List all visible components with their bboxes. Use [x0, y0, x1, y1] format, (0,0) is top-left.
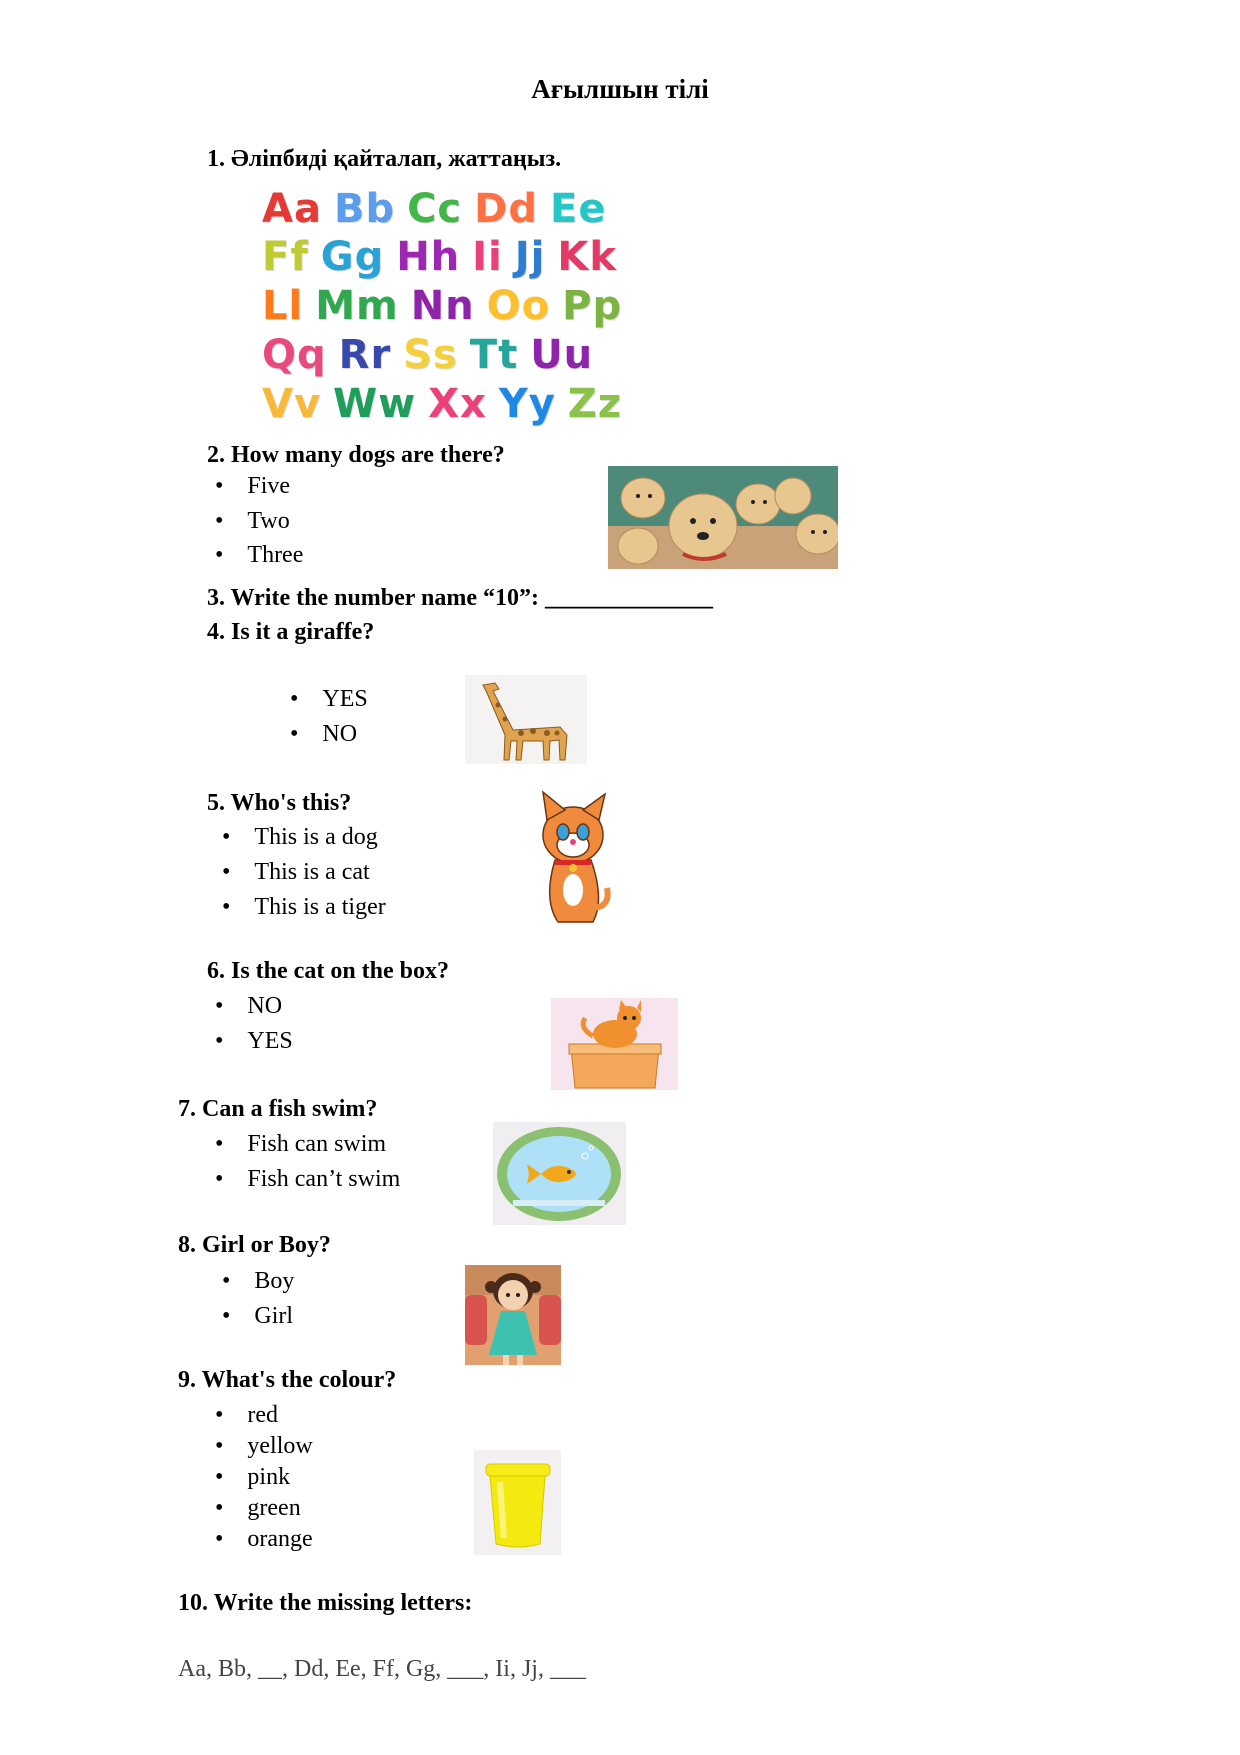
- option-item[interactable]: [215, 1495, 301, 1522]
- alphabet-letter: Uu: [530, 332, 594, 378]
- option-item[interactable]: [215, 1166, 400, 1193]
- alphabet-letter: Xx: [428, 381, 487, 427]
- question-1: 1. Әліпбиді қайталап, жаттаңыз.: [207, 146, 562, 172]
- alphabet-letter: Hh: [396, 234, 461, 280]
- option-label: This is a dog: [254, 824, 378, 850]
- alphabet-letter: Ff: [262, 234, 309, 280]
- option-label: NO: [247, 993, 283, 1019]
- bullet: •: [215, 508, 224, 534]
- alphabet-row: [262, 234, 629, 280]
- bullet: •: [215, 1166, 224, 1192]
- bullet: •: [222, 894, 231, 920]
- option-item[interactable]: [215, 993, 282, 1020]
- option-item[interactable]: [215, 1402, 278, 1429]
- bullet: •: [215, 473, 224, 499]
- bullet: •: [290, 686, 299, 712]
- option-item[interactable]: [215, 1433, 313, 1460]
- option-item[interactable]: [222, 1268, 294, 1295]
- alphabet-letter: Bb: [333, 186, 396, 232]
- yellow-cup-icon: [474, 1450, 561, 1555]
- option-item[interactable]: [222, 859, 370, 886]
- option-item[interactable]: [215, 1464, 290, 1491]
- option-label: This is a tiger: [254, 894, 386, 920]
- option-label: green: [247, 1495, 301, 1521]
- question-3: 3. Write the number name “10”: ______________: [207, 585, 713, 611]
- option-label: yellow: [247, 1433, 313, 1459]
- bullet: •: [290, 721, 299, 747]
- alphabet-letter: Ww: [333, 381, 417, 427]
- option-item[interactable]: [222, 894, 386, 921]
- question-5: 5. Who's this?: [207, 790, 352, 816]
- missing-letters-line[interactable]: Aa, Bb, __, Dd, Ee, Ff, Gg, ___, Ii, Jj, ___: [178, 1656, 586, 1682]
- option-label: Five: [247, 473, 291, 499]
- dogs-photo-icon: [608, 466, 838, 569]
- option-label: red: [247, 1402, 279, 1428]
- alphabet-letter: Yy: [498, 381, 556, 427]
- alphabet-letter: Oo: [486, 283, 551, 329]
- bullet: •: [215, 1433, 224, 1459]
- page-title: Ағылшын тілі: [531, 74, 709, 104]
- option-label: pink: [247, 1464, 291, 1490]
- alphabet-letter: Mm: [315, 283, 399, 329]
- option-label: Girl: [254, 1303, 294, 1329]
- option-item[interactable]: [215, 508, 290, 535]
- option-item[interactable]: [222, 824, 378, 851]
- girl-icon: [465, 1265, 561, 1365]
- option-label: YES: [322, 686, 368, 712]
- option-item[interactable]: [215, 1028, 293, 1055]
- option-label: orange: [247, 1526, 313, 1552]
- alphabet-letter: Jj: [514, 234, 546, 280]
- option-label: Two: [247, 508, 290, 534]
- question-7: 7. Can a fish swim?: [178, 1096, 378, 1122]
- alphabet-letter: Gg: [320, 234, 385, 280]
- alphabet-letter: Ee: [550, 186, 607, 232]
- alphabet-letter: Aa: [262, 186, 322, 232]
- alphabet-letter: Pp: [562, 283, 623, 329]
- bullet: •: [222, 1268, 231, 1294]
- option-item[interactable]: [215, 473, 290, 500]
- fishbowl-icon: [493, 1122, 626, 1225]
- alphabet-letter: Cc: [407, 186, 463, 232]
- alphabet-letter: Zz: [567, 381, 623, 427]
- question-4: 4. Is it a giraffe?: [207, 619, 375, 645]
- question-8: 8. Girl or Boy?: [178, 1232, 331, 1258]
- alphabet-letter: Tt: [469, 332, 519, 378]
- alphabet-letter: Qq: [262, 332, 327, 378]
- question-10: 10. Write the missing letters:: [178, 1590, 473, 1616]
- alphabet-row: [262, 283, 634, 329]
- alphabet-letter: Rr: [338, 332, 392, 378]
- question-9: 9. What's the colour?: [178, 1367, 397, 1393]
- option-item[interactable]: [215, 1526, 313, 1553]
- alphabet-row: [262, 332, 605, 378]
- alphabet-letter: Vv: [262, 381, 322, 427]
- option-label: Boy: [254, 1268, 295, 1294]
- alphabet-letter: Ss: [403, 332, 458, 378]
- alphabet-letter: Dd: [474, 186, 538, 232]
- cat-icon: [533, 790, 613, 930]
- option-item[interactable]: [290, 721, 357, 748]
- bullet: •: [215, 542, 224, 568]
- bullet: •: [215, 993, 224, 1019]
- bullet: •: [222, 859, 231, 885]
- option-item[interactable]: [222, 1303, 293, 1330]
- cat-on-box-icon: [551, 998, 678, 1090]
- bullet: •: [215, 1464, 224, 1490]
- option-label: Fish can’t swim: [247, 1166, 401, 1192]
- option-label: This is a cat: [254, 859, 370, 885]
- question-6: 6. Is the cat on the box?: [207, 958, 450, 984]
- bullet: •: [222, 1303, 231, 1329]
- alphabet-letter: Ll: [262, 283, 304, 329]
- alphabet-row: [262, 186, 618, 232]
- bullet: •: [215, 1131, 224, 1157]
- option-label: Three: [247, 542, 304, 568]
- alphabet-row: [262, 381, 634, 427]
- option-item[interactable]: [215, 542, 303, 569]
- alphabet-letter: Nn: [410, 283, 475, 329]
- question-2: 2. How many dogs are there?: [207, 442, 505, 468]
- option-label: Fish can swim: [247, 1131, 387, 1157]
- option-label: YES: [247, 1028, 293, 1054]
- option-item[interactable]: [215, 1131, 386, 1158]
- alphabet-letter: Ii: [472, 234, 503, 280]
- option-item[interactable]: [290, 686, 368, 713]
- bullet: •: [215, 1028, 224, 1054]
- alphabet-letter: Kk: [557, 234, 617, 280]
- bullet: •: [215, 1402, 224, 1428]
- bullet: •: [222, 824, 231, 850]
- option-label: NO: [322, 721, 358, 747]
- bullet: •: [215, 1526, 224, 1552]
- bullet: •: [215, 1495, 224, 1521]
- giraffe-icon: [465, 675, 587, 764]
